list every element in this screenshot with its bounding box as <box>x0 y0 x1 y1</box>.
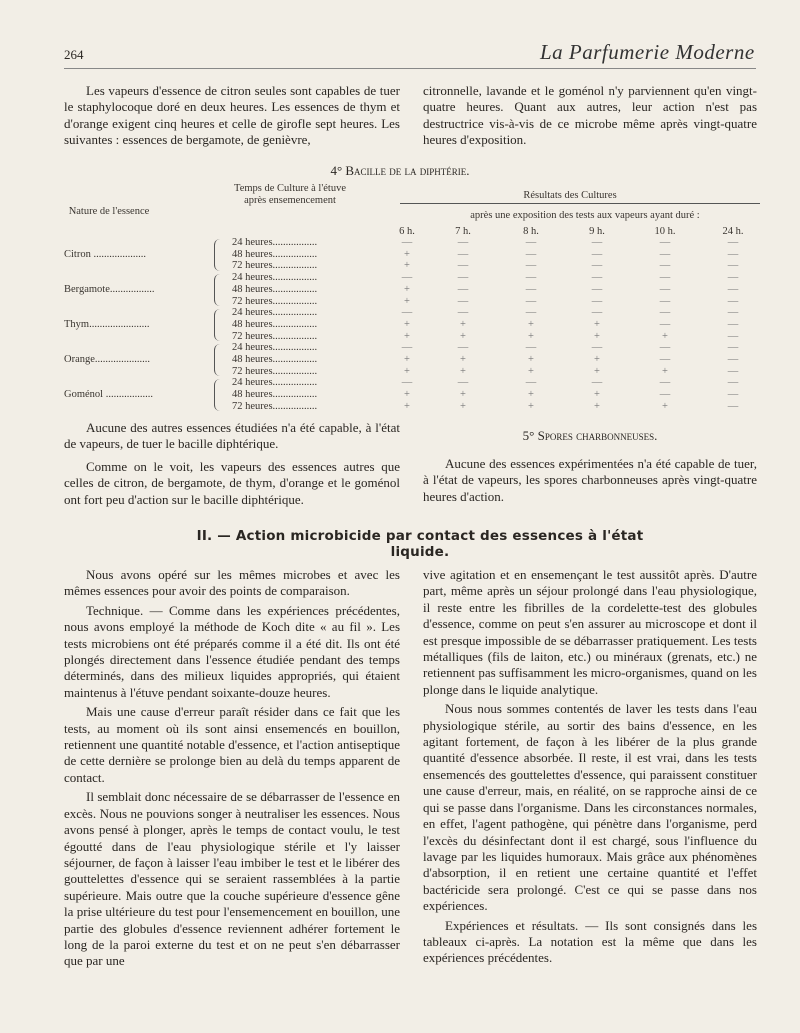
journal-title-logo: La Parfumerie Moderne <box>540 40 755 64</box>
section-ii-title: II. — Action microbicide par contact des essences à l'état liquide. <box>196 528 644 560</box>
result-cell: — <box>591 307 603 319</box>
result-cell: — <box>659 260 671 272</box>
result-cell: — <box>727 260 739 272</box>
result-cell: + <box>594 365 600 377</box>
culture-time: 24 heures................. <box>232 237 318 248</box>
result-cell: — <box>525 260 537 272</box>
brace <box>214 379 221 411</box>
result-cell: — <box>457 272 469 284</box>
result-cell: — <box>525 342 537 354</box>
culture-time: 24 heures................. <box>232 272 318 284</box>
result-cell: + <box>460 389 466 401</box>
result-cell: + <box>404 365 410 377</box>
hour-header: 10 h. <box>654 226 676 237</box>
result-cell: — <box>659 342 671 354</box>
result-cell: — <box>525 295 537 307</box>
col-subtitle: après une exposition des tests aux vapeurs ayant duré : <box>470 210 700 221</box>
culture-time: 72 heures................. <box>232 295 318 307</box>
hour-header: 9 h. <box>589 226 605 237</box>
result-cell: — <box>525 283 537 295</box>
hour-header: 7 h. <box>455 226 471 237</box>
result-cell: — <box>591 377 603 389</box>
result-cell: + <box>460 400 466 412</box>
result-cell: + <box>594 330 600 342</box>
essence-name: Citron .................... <box>64 249 146 260</box>
result-cell: — <box>591 272 603 284</box>
result-cell: + <box>594 354 600 365</box>
paragraph: Aucune des autres essences étudiées n'a été capable, à l'état de vapeurs, de tuer le bacille diphtérique. <box>64 420 400 452</box>
result-cell: + <box>528 389 534 401</box>
result-cell: + <box>528 400 534 412</box>
result-cell: + <box>404 260 410 272</box>
result-cell: — <box>727 318 739 330</box>
result-cell: — <box>727 354 739 365</box>
result-cell: + <box>662 400 668 412</box>
result-cell: — <box>401 272 413 284</box>
result-cell: — <box>525 307 537 319</box>
result-cell: — <box>591 260 603 272</box>
essence-name: Orange..................... <box>64 354 151 366</box>
result-cell: — <box>727 295 739 307</box>
result-cell: — <box>659 307 671 319</box>
result-cell: + <box>594 389 600 401</box>
result-cell: — <box>727 283 739 295</box>
hour-header: 6 h. <box>399 226 415 237</box>
culture-time: 72 heures................. <box>232 330 318 342</box>
result-cell: — <box>727 400 739 412</box>
paragraph: vive agitation et en ensemençant le test aussitôt après. D'autre part, même après un séjour prolongé dans l'eau physiologique, il reste entre les fibrilles de la cordelette-test des globules d'essence, comme on peut s'en assurer au microscope et dont il est presque impossible de se débarrasser pratiquement. Les tests métalliques (fils de laiton, etc.) ou minéraux (grenats, etc.) ne retiennent pas suffisamment les micro-organismes, quand on les plonge dans le liquide analytique. <box>423 567 757 697</box>
culture-time: 48 heures................. <box>232 248 318 260</box>
result-cell: — <box>525 248 537 260</box>
result-cell: + <box>594 318 600 330</box>
result-cell: — <box>659 272 671 284</box>
result-cell: — <box>727 237 739 248</box>
result-cell: — <box>727 330 739 342</box>
culture-time: 48 heures................. <box>232 283 318 295</box>
result-cell: — <box>525 377 537 389</box>
result-cell: — <box>659 389 671 401</box>
result-cell: — <box>659 248 671 260</box>
result-cell: — <box>659 237 671 248</box>
result-cell: — <box>591 237 603 248</box>
result-cell: + <box>404 389 410 401</box>
result-cell: — <box>727 307 739 319</box>
col-header-results: Résultats des Cultures <box>523 190 617 201</box>
results-table <box>0 0 800 420</box>
essence-name: Goménol .................. <box>64 389 153 401</box>
result-cell: — <box>457 283 469 295</box>
result-cell: + <box>528 330 534 342</box>
result-cell: + <box>404 295 410 307</box>
result-cell: — <box>727 377 739 389</box>
result-cell: — <box>727 272 739 284</box>
col-header-temps: Temps de Culture à l'étuve après ensemencement <box>234 183 346 206</box>
result-cell: — <box>401 342 413 354</box>
paragraph: Il semblait donc nécessaire de se débarrasser de l'essence en excès. Nous ne pouvions songer à neutraliser les essences. Nous avons pensé à plonger, après le temps de contact voulu, le test égoutté dans de l'eau physiologique stérile et l'y laisser séjourner, de façon à laisser l'eau imbiber le test et le libérer des gouttelettes d'essence qui se seraient rassemblées à la partie supérieure. Mais outre que la couche supérieure d'essence gêne la prise ultérieure du test pour l'ensemencement en bouillon, une partie des globules d'essence reviennent adhérer fortement le long de la paroi externe du test et on ne peut s'en débarrasser que par une <box>64 789 400 969</box>
culture-time: 24 heures................. <box>232 377 318 389</box>
brace <box>214 309 221 341</box>
result-cell: + <box>594 400 600 412</box>
result-cell: + <box>528 354 534 365</box>
brace <box>214 239 221 271</box>
essence-name: Bergamote................. <box>64 284 155 296</box>
paragraph: Expériences et résultats. — Ils sont consignés dans les tableaux ci-après. La notation est la même que dans les expériences précédentes. <box>423 917 757 966</box>
section-heading-diphtheria: 4° Bacille de la diphtérie. <box>330 163 470 178</box>
hour-header: 24 h. <box>722 226 744 237</box>
culture-time: 72 heures................. <box>232 400 318 412</box>
top-left-paragraph: Les vapeurs d'essence de citron seules sont capables de tuer le staphylocoque doré en deux heures. Les essences de thym et d'orange exigent cinq heures et celle de girofle sept heures. Les suivantes : essences de bergamote, de genièvre, <box>64 83 400 148</box>
result-cell: + <box>528 365 534 377</box>
top-right-paragraph: citronnelle, lavande et le goménol n'y parviennent qu'en vingt-quatre heures. Quant aux autres, leur action n'est pas destructrice vis-à-vis de ce microbe même après vingt-quatre heures d'exposition. <box>423 83 757 148</box>
result-cell: — <box>457 307 469 319</box>
result-cell: + <box>662 330 668 342</box>
result-cell: + <box>460 354 466 365</box>
result-cell: + <box>404 330 410 342</box>
results-rule <box>400 203 760 204</box>
paragraph: Mais une cause d'erreur paraît résider dans ce fait que les tests, au moment où ils sont ainsi ensemencés en bouillon, retiennent une quantité notable d'essence, et l'action antiseptique de cette dernière se prolonge bien au delà du temps apparent de contact. <box>64 704 400 785</box>
result-cell: + <box>404 318 410 330</box>
result-cell: — <box>659 295 671 307</box>
culture-time: 48 heures................. <box>232 354 318 365</box>
result-cell: — <box>591 283 603 295</box>
result-cell: + <box>460 318 466 330</box>
page-number: 264 <box>64 47 84 62</box>
result-cell: + <box>404 400 410 412</box>
brace <box>214 344 221 376</box>
culture-time: 72 heures................. <box>232 260 318 272</box>
result-cell: + <box>528 318 534 330</box>
culture-time: 48 heures................. <box>232 389 318 401</box>
result-cell: — <box>525 272 537 284</box>
result-cell: — <box>401 237 413 248</box>
result-cell: — <box>457 248 469 260</box>
result-cell: + <box>404 248 410 260</box>
result-cell: + <box>404 283 410 295</box>
result-cell: — <box>659 354 671 365</box>
essence-name: Thym....................... <box>64 319 150 331</box>
result-cell: + <box>404 354 410 365</box>
result-cell: — <box>457 295 469 307</box>
result-cell: + <box>460 330 466 342</box>
result-cell: — <box>401 307 413 319</box>
result-cell: — <box>457 377 469 389</box>
result-cell: — <box>457 260 469 272</box>
result-cell: + <box>460 365 466 377</box>
paragraph: Nous nous sommes contentés de laver les tests dans l'eau physiologique stérile, au sortir des bains d'essence, en les agitant fortement, de façon à les libérer de la plus grande quantité d'essence absorbée. Il reste, il est vrai, dans les tests ensemencés des gouttelettes d'essence, qui paraissent constituer une cause d'erreur, mais, en réalité, on se rapproche ainsi de ce qui se passe dans l'organisme. Dans les circonstances normales, en effet, l'agent pathogène, qui pénètre dans l'organisme, perd l'excès du désinfectant dont il est chargé, sous l'influence du lavage par les liquides humoraux. Mais grâce aux phénomènes d'absorption, il en retient une certaine quantité et l'effet bactéricide sera prolongé. C'est ce qui se passe dans nos expériences. <box>423 701 757 914</box>
brace <box>214 274 221 306</box>
result-cell: + <box>662 365 668 377</box>
result-cell: — <box>659 318 671 330</box>
result-cell: — <box>727 342 739 354</box>
result-cell: — <box>727 365 739 377</box>
bottom-right-column <box>423 567 757 967</box>
result-cell: — <box>727 248 739 260</box>
hour-header: 8 h. <box>523 226 539 237</box>
result-cell: — <box>659 283 671 295</box>
result-cell: — <box>727 389 739 401</box>
paragraph: Nous avons opéré sur les mêmes microbes et avec les mêmes essences pour avoir des points de comparaison. <box>64 567 400 599</box>
result-cell: — <box>525 237 537 248</box>
result-cell: — <box>457 237 469 248</box>
culture-time: 48 heures................. <box>232 318 318 330</box>
result-cell: — <box>591 295 603 307</box>
culture-time: 24 heures................. <box>232 307 318 319</box>
col-header-nature: Nature de l'essence <box>68 206 150 217</box>
result-cell: — <box>401 377 413 389</box>
section-heading-spores: 5° Spores charbonneuses. <box>522 428 658 443</box>
mid-left-text <box>64 420 400 508</box>
paragraph: Technique. — Comme dans les expériences précédentes, nous avons employé la méthode de Koch dite « au fil ». Les tests microbiens ont été préparés comme il a été dit. Ils ont été plongés directement dans l'essence étudiée pendant des temps déterminés, dans des milieux liquides appropriés, qui étaient maintenus à l'étuve pendant soixante-douze heures. <box>64 602 400 700</box>
result-cell: — <box>457 342 469 354</box>
mid-right-paragraph: Aucune des essences expérimentées n'a été capable de tuer, à l'état de vapeurs, les spores charbonneuses après vingt-quatre heures d'action. <box>423 456 757 504</box>
bottom-left-column <box>64 567 400 970</box>
culture-time: 24 heures................. <box>232 342 318 354</box>
result-cell: — <box>591 342 603 354</box>
culture-time: 72 heures................. <box>232 365 318 377</box>
result-cell: — <box>591 248 603 260</box>
result-cell: — <box>659 377 671 389</box>
paragraph: Comme on le voit, les vapeurs des essences autres que celles de citron, de bergamote, de thym, d'orange et le goménol ont fort peu d'action sur le bacille diphtérique. <box>64 458 400 507</box>
